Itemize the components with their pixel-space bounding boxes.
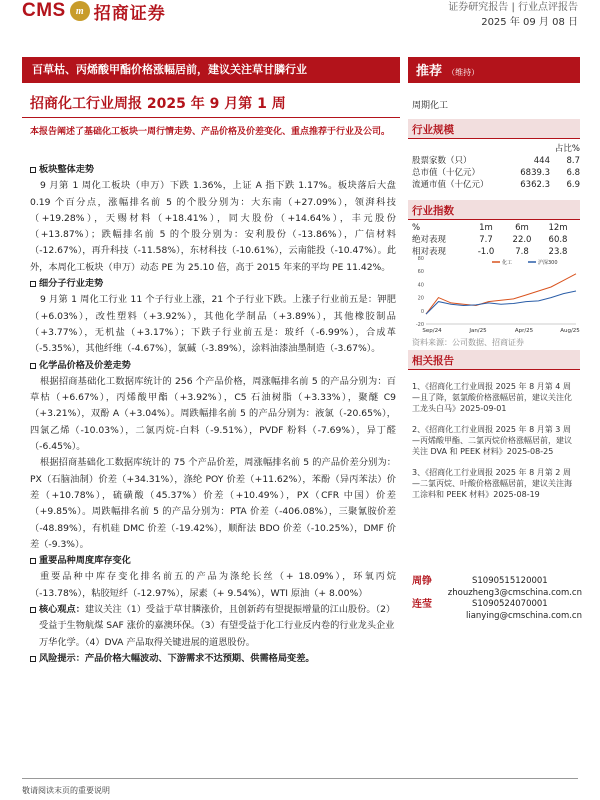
section-core-view [30, 602, 396, 651]
bullet-square-icon [30, 167, 36, 173]
section-heading: 重要品种周度库存变化 [39, 555, 131, 567]
table-row: 绝对表现 7.7 22.0 60.8 [412, 235, 568, 245]
headline-banner: 百草枯、丙烯酸甲酯价格涨幅居前，建议关注草甘膦行业 [22, 57, 400, 83]
table-row: 流通市值（十亿元） 6362.3 6.9 [412, 180, 580, 190]
page-footer: 敬请阅读末页的重要说明 [22, 786, 110, 795]
table-row: 股票家数（只） 444 8.7 [412, 156, 580, 166]
bullet-square-icon [30, 281, 36, 287]
section-paragraph: 根据招商基础化工数据库统计的 75 个产品价差，周涨幅排名前 5 的产品价差分别为：PX（石脑油制）价差（+34.31%），涤纶 POY 价差（+11.62%），苯酚（异丙苯法）价差（+10.78%），硫磺酸（45.37%）价差（+10.49%），PX（CFR 中国）价差（+9.85%）。周跌幅排名前 5 的产品分别为：PTA 价差（-406.08%），三聚氰胺价差（-48.89%），有机硅 DMC 价差（-19.42%），顺酐法 BDO 价差（-10.25%），DMF 价差（-9.3%）。 [30, 457, 396, 550]
report-title: 招商化工行业周报 2025 年 9 月第 1 周 [30, 96, 286, 112]
section-paragraph: 根据招商基础化工数据库统计的 256 个产品价格，周涨幅排名前 5 的产品分别为：百草枯（+6.67%），丙烯酸甲酯（+3.92%），C5 石油树脂（+3.33%），聚醚 C9（+3.21%），双酚 A（+3.04%）。周跌幅排名前 5 的产品分别为：液氯（-20.65%），四氯乙烯（-10.03%），二氯丙烷-白料（-9.51%），PVDF 粉料（-7.69%），异丁醛（-6.45%）。 [30, 375, 396, 453]
section-paragraph: 9 月第 1 周化工行业 11 个子行业上涨，21 个子行业下跌。上涨子行业前五是：钾肥（+6.03%），改性塑料（+3.92%），其他化学制品（+3.89%），其他橡胶制品（+3.77%），无机盐（+3.17%）；下跌子行业前五是：玻纤（-6.99%），合成革（-5.35%），其他纤维（-4.67%），氯碱（-3.89%），涂料油漆油墨制造（-3.67%）。 [30, 294, 396, 355]
sector-label: 周期化工 [412, 101, 449, 111]
y-tick-label: -20 [415, 322, 424, 328]
y-tick-label: 0 [420, 308, 424, 315]
logo-badge-icon: m [70, 1, 90, 21]
rating-label: 推荐 [416, 64, 443, 79]
y-tick-label: 20 [417, 295, 424, 302]
bullet-square-icon [30, 607, 36, 613]
analyst-code: S1090515120001 [472, 576, 548, 586]
section-paragraph: 重要品种中库存变化排名前五的产品为涤纶长丝（+ 18.09%），环氧丙烷（-13.78%），粘胶短纤（-12.97%），尿素（+ 9.54%），WTI 原油（+ 8.00%） [30, 571, 396, 599]
industry-index-table: % 1m 6m 12m 绝对表现 7.7 22.0 60.8 相对表现 -1.0 7.8 23.8 [412, 222, 576, 258]
analyst-name: 连莹 [412, 599, 432, 611]
section-inventory [30, 553, 396, 602]
section-paragraph: 9 月第 1 周化工板块（申万）下跌 1.36%，上证 A 指下跌 1.17%。板块落后大盘 0.19 个百分点，涨幅排名前 5 的个股分别为：大东南（+27.09%），领湃科技（+19.28%），天赐材料（+18.41%），同大股份（+14.64%），丰元股份（+13.87%）；跌幅排名前 5 的个股分别为：安利股份（-13.86%），广信材料（-12.67%），再升科技（-11.58%），东材科技（-10.61%），云南能投（-10.47%）。此外，本周化工板块（申万）动态 PE 为 25.10 倍，高于 2015 年来的平均 PE 11.42%。 [30, 180, 396, 273]
related-report-list [412, 381, 578, 510]
section-heading: 细分子行业走势 [39, 278, 104, 290]
company-logo [22, 0, 166, 22]
logo-cms-text: CMS [22, 0, 66, 21]
related-report-item[interactable]: 1、《招商化工行业周报 2025 年 8 月第 4 周—且了降，氨氯酸价格涨幅居前，建议关注化工龙头白马》2025-09-01 [412, 382, 572, 413]
y-tick-label: 60 [417, 269, 424, 276]
unit-header: 占比% [554, 144, 580, 154]
header-meta [448, 0, 578, 30]
report-type: 证券研究报告 | 行业点评报告 [448, 2, 578, 13]
related-report-item[interactable]: 3、《招商化工行业周报 2025 年 8 月第 2 周—二氯丙烷、叶酸价格涨幅居前，建议关注海工涂料和 PEEK 材料》2025-08-19 [412, 468, 572, 499]
risk-text: 产品价格大幅波动、下游需求不达预期、供需格局变差。 [84, 652, 315, 664]
y-tick-label: 40 [417, 282, 424, 289]
report-date: 2025 年 09 月 08 日 [481, 17, 578, 28]
related-title: 相关报告 [412, 355, 454, 367]
page-header [0, 0, 600, 40]
series-line-chemical [426, 274, 576, 314]
bullet-square-icon [30, 363, 36, 369]
core-view-text: 建议关注（1）受益于草甘膦涨价，且创新药有望提振增量的江山股份。（2）受益于生物航煤 SAF 涨价的嘉澳环保。（3）有望受益于化工行业反内卷的行业龙头企业万华化学。（4）DVA 产品取得关键进展的道恩股份。 [39, 604, 396, 648]
x-tick-label: Apr/25 [514, 328, 534, 334]
x-tick-label: Sep/24 [422, 328, 442, 334]
legend-label: 沪深300 [538, 260, 558, 266]
industry-scale-table [412, 143, 580, 191]
report-summary: 本报告阐述了基础化工板块一周行情走势、产品价格及价差变化、重点推荐于行业及公司。 [30, 127, 391, 137]
section-heading: 化学品价格及价差走势 [39, 359, 131, 371]
table-row: 相对表现 -1.0 7.8 23.8 [412, 247, 568, 257]
footer-divider [22, 778, 578, 779]
rating-note: （维持） [447, 68, 480, 77]
analyst-email[interactable]: zhouzheng3@cmschina.com.cn [447, 587, 582, 598]
bullet-square-icon [30, 558, 36, 564]
section-risk [30, 651, 396, 667]
main-body [30, 162, 396, 667]
rating-box [408, 57, 580, 83]
analyst-name: 周铮 [412, 576, 432, 587]
section-subindustry-trend [30, 276, 396, 357]
x-tick-label: Jan/25 [469, 328, 487, 334]
legend-label: 化工 [502, 260, 513, 266]
analyst-email[interactable]: lianying@cmschina.com.cn [465, 610, 582, 621]
table-row: 总市值（十亿元） 6839.3 6.8 [412, 168, 580, 178]
chart-source: 资料来源：公司数据、招商证券 [412, 338, 524, 347]
series-line-hs300 [426, 291, 576, 314]
section-heading: 板块整体走势 [39, 164, 95, 175]
section-price-spread [30, 358, 396, 554]
analyst-code: S1090524070001 [472, 599, 548, 610]
related-report-item[interactable]: 2、《招商化工行业周报 2025 年 8 月第 3 周—丙烯酸甲酯、二氯丙烷价格涨幅居前，建议关注 DVA 和 PEEK 材料》2025-08-25 [412, 425, 572, 456]
industry-index-rule [408, 219, 580, 220]
core-view-label: 核心观点： [39, 604, 85, 616]
industry-scale-title: 行业规模 [412, 124, 454, 136]
y-tick-label: 80 [417, 256, 424, 262]
performance-line-chart [408, 254, 580, 340]
title-divider [22, 117, 400, 118]
bullet-square-icon [30, 656, 36, 662]
related-rule [408, 369, 580, 370]
analyst-block [412, 576, 582, 622]
logo-chinese-text: 招商证券 [93, 3, 166, 24]
section-market-trend [30, 162, 396, 276]
industry-index-title: 行业指数 [412, 205, 454, 217]
x-tick-label: Aug/25 [560, 328, 580, 334]
industry-scale-rule [408, 138, 580, 139]
risk-label: 风险提示： [39, 652, 85, 664]
